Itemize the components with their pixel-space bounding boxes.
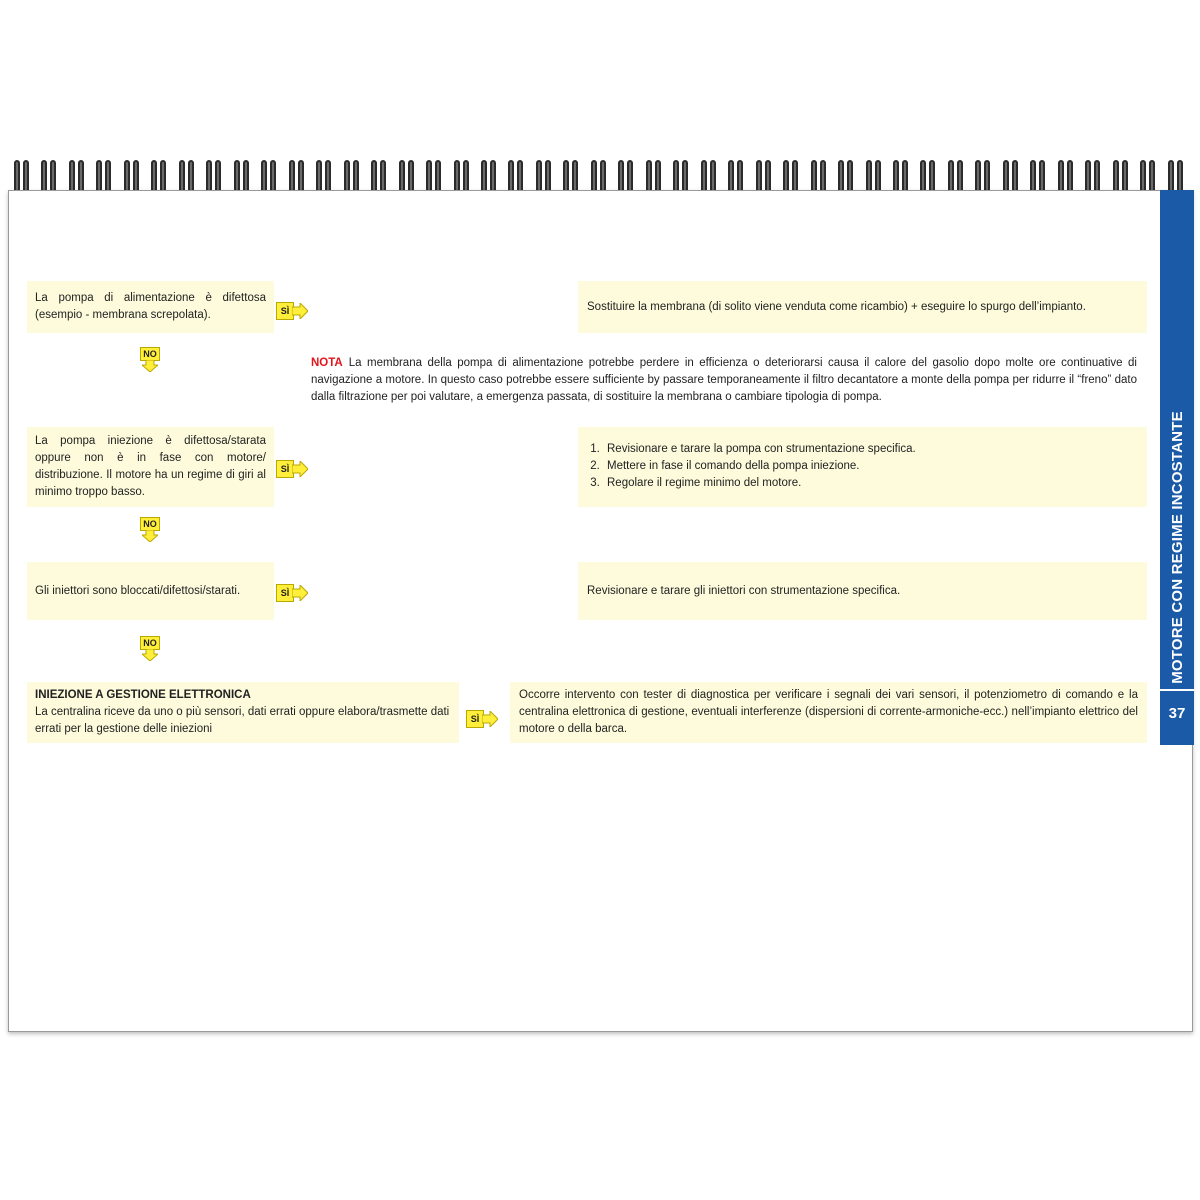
action-list-2 bbox=[587, 441, 916, 492]
chapter-title bbox=[1160, 410, 1194, 685]
yes-badge-4: SÌ bbox=[466, 710, 484, 728]
action-box-4 bbox=[510, 682, 1147, 743]
condition-box-2 bbox=[27, 427, 274, 507]
yes-badge-3: SÌ bbox=[276, 584, 294, 602]
chapter-tab-divider bbox=[1160, 689, 1194, 691]
no-badge-2: NO bbox=[140, 517, 160, 531]
no-arrow-3 bbox=[140, 636, 160, 662]
no-arrow-1 bbox=[140, 347, 160, 373]
action-text-3: Revisionare e tarare gli iniettori con strumentazione specifica. bbox=[587, 584, 901, 597]
condition-text-2: La pompa iniezione è difettosa/starata oppure non è in fase con motore/ distribuzione. Il motore ha un regime di giri al minimo troppo basso. bbox=[35, 435, 266, 498]
chapter-title-text: MOTORE CON REGIME INCOSTANTE bbox=[1168, 411, 1186, 684]
action-text-1: Sostituire la membrana (di solito viene venduta come ricambio) + eseguire lo spurgo dell’impianto. bbox=[587, 300, 1086, 313]
condition-text-4: La centralina riceve da uno o più sensori, dati errati oppure elabora/trasmette dati errati per la gestione delle iniezioni bbox=[35, 706, 450, 735]
yes-arrow-1 bbox=[276, 302, 308, 320]
down-arrow-icon bbox=[142, 649, 158, 661]
yes-badge-1: SÌ bbox=[276, 302, 294, 320]
action-text-4: Occorre intervento con tester di diagnostica per verificare i segnali dei vari sensori, il potenziometro di comando e la centralina elettronica di gestione, eventuali interferenze (dispersioni di corrente-armoniche-ecc.) nell’impianto elettrico del motore o della barca. bbox=[519, 689, 1138, 735]
action-list-item: 2. Mettere in fase il comando della pompa iniezione. bbox=[603, 458, 916, 475]
condition-heading-4: INIEZIONE A GESTIONE ELETTRONICA bbox=[35, 689, 251, 701]
note-paragraph bbox=[311, 355, 1137, 406]
page-number: 37 bbox=[1168, 705, 1186, 722]
action-list-item: 3. Regolare il regime minimo del motore. bbox=[603, 475, 916, 492]
condition-text-3: Gli iniettori sono bloccati/difettosi/starati. bbox=[35, 584, 241, 597]
action-box-1 bbox=[578, 281, 1147, 333]
no-arrow-2 bbox=[140, 517, 160, 543]
no-badge-1: NO bbox=[140, 347, 160, 361]
condition-text-1: La pompa di alimentazione è difettosa (esempio - membrana screpolata). bbox=[35, 292, 266, 321]
right-arrow-icon bbox=[292, 585, 308, 601]
note-label: NOTA bbox=[311, 357, 343, 369]
down-arrow-icon bbox=[142, 530, 158, 542]
action-list-item: 1. Revisionare e tarare la pompa con strumentazione specifica. bbox=[603, 441, 916, 458]
yes-arrow-4 bbox=[466, 710, 498, 728]
yes-badge-2: SÌ bbox=[276, 460, 294, 478]
action-box-2 bbox=[578, 427, 1147, 507]
note-text: La membrana della pompa di alimentazione potrebbe perdere in efficienza o deteriorarsi causa il calore del gasolio dopo molte ore continuative di navigazione a motore. In questo caso potrebbe essere sufficiente by passare temporaneamente il filtro decantatore a monte della pompa per ridurre il “freno” dato dalla filtrazione per poi valutare, a emergenza passata, di sostituire la membrana o cambiare tipologia di pompa. bbox=[311, 357, 1137, 403]
yes-arrow-3 bbox=[276, 584, 308, 602]
condition-box-3 bbox=[27, 562, 274, 620]
right-arrow-icon bbox=[292, 461, 308, 477]
yes-arrow-2 bbox=[276, 460, 308, 478]
right-arrow-icon bbox=[292, 303, 308, 319]
action-box-3 bbox=[578, 562, 1147, 620]
down-arrow-icon bbox=[142, 360, 158, 372]
no-badge-3: NO bbox=[140, 636, 160, 650]
right-arrow-icon bbox=[482, 711, 498, 727]
condition-box-1 bbox=[27, 281, 274, 333]
condition-box-4 bbox=[27, 682, 459, 743]
